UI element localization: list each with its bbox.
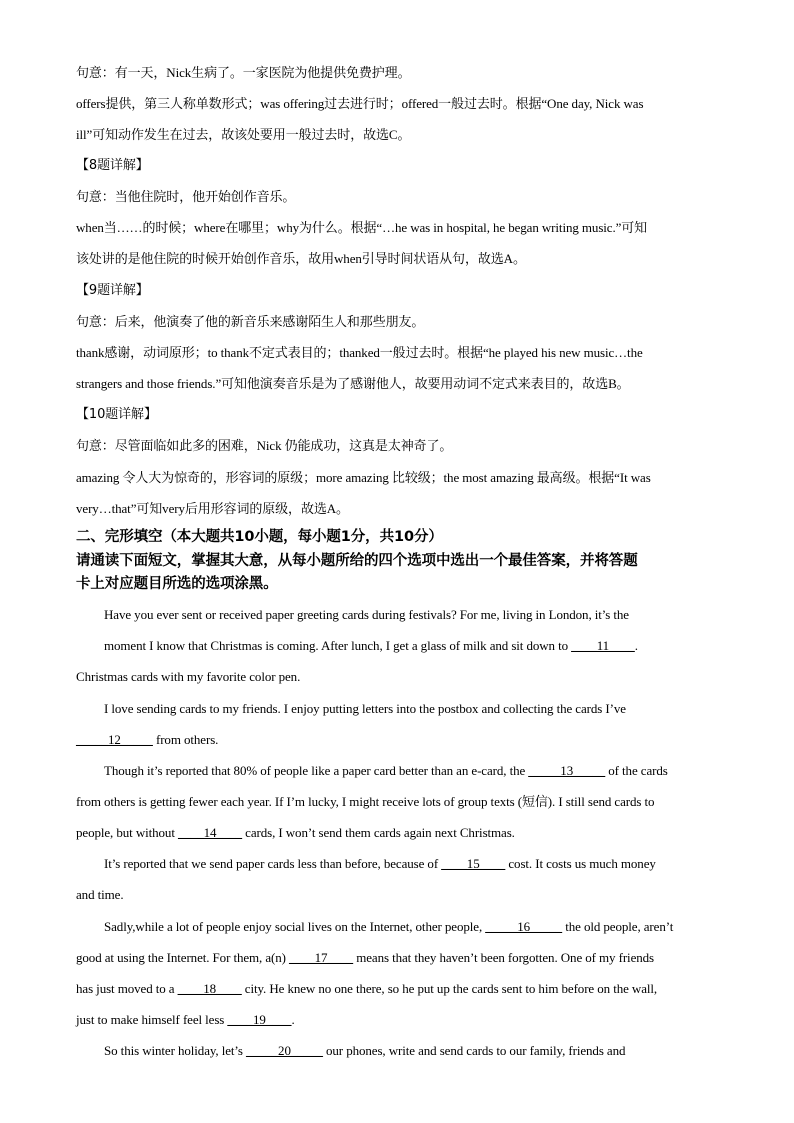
blank-18[interactable]: ____18____ <box>177 981 242 996</box>
passage-text: from others. <box>152 732 219 747</box>
analysis-q8-line1: when当……的时候；where在哪里；why为什么。根据“…he was in hospital, he began writing music.”可知 <box>76 220 648 235</box>
heading-q10: 【10题详解】 <box>76 407 157 422</box>
translation-q7: 句意：有一天，Nick生病了。一家医院为他提供免费护理。 <box>76 65 411 80</box>
passage-p5-line2 <box>76 948 654 968</box>
heading-q9: 【9题详解】 <box>76 283 149 298</box>
passage-text: Sadly,while a lot of people enjoy social lives on the Internet, other people, <box>104 919 486 934</box>
passage-text: city. He knew no one there, so he put up the cards sent to him before on the wall, <box>241 981 658 996</box>
heading-q8: 【8题详解】 <box>76 158 149 173</box>
passage-text: Though it’s reported that 80% of people like a paper card better than an e-card, the <box>104 763 529 778</box>
instructions-line1: 请通读下面短文，掌握其大意，从每小题所给的四个选项中选出一个最佳答案，并将答题 <box>76 553 638 569</box>
passage-text: It’s reported that we send paper cards less than before, because of <box>104 856 442 871</box>
passage-text: moment I know that Christmas is coming. After lunch, I get a glass of milk and sit down to <box>104 638 572 653</box>
analysis-q10-line2: very…that”可知very后用形容词的原级，故选A。 <box>76 501 349 516</box>
passage-text: has just moved to a <box>76 981 178 996</box>
passage-text: people, but without <box>76 825 178 840</box>
passage-p2-line2 <box>76 730 218 750</box>
passage-text: . <box>634 638 638 653</box>
passage-text: just to make himself feel less <box>76 1012 228 1027</box>
passage-p2-line1: I love sending cards to my friends. I enjoy putting letters into the postbox and collecting the cards I’ve <box>104 701 626 716</box>
passage-text: So this winter holiday, let’s <box>104 1043 247 1058</box>
passage-p5-line1 <box>104 917 673 937</box>
blank-19[interactable]: ____19____ <box>227 1012 292 1027</box>
analysis-q10-line1: amazing 令人大为惊奇的，形容词的原级；more amazing 比较级；the most amazing 最高级。根据“It was <box>76 470 651 485</box>
passage-text: the old people, aren’t <box>562 919 674 934</box>
passage-text: cost. It costs us much money <box>505 856 656 871</box>
translation-q10: 句意：尽管面临如此多的困难，Nick 仍能成功，这真是太神奇了。 <box>76 438 453 453</box>
blank-16[interactable]: _____16_____ <box>485 919 563 934</box>
analysis-q9-line2: strangers and those friends.”可知他演奏音乐是为了感谢他人，故要用动词不定式来表目的，故选B。 <box>76 376 630 391</box>
passage-p3-line2: from others is getting fewer each year. If I’m lucky, I might receive lots of group texts (短信). I still send cards to <box>76 794 655 809</box>
passage-text: . <box>291 1012 295 1027</box>
passage-p1-line2 <box>104 636 638 656</box>
blank-17[interactable]: ____17____ <box>289 950 354 965</box>
blank-12[interactable]: _____12_____ <box>76 732 153 747</box>
passage-p5-line4 <box>76 1010 295 1030</box>
passage-p1-line1: Have you ever sent or received paper greeting cards during festivals? For me, living in London, it’s the <box>104 607 629 622</box>
passage-p4-line2: and time. <box>76 887 124 902</box>
passage-text: good at using the Internet. For them, a(n) <box>76 950 290 965</box>
passage-p5-line3 <box>76 979 657 999</box>
blank-15[interactable]: ____15____ <box>441 856 506 871</box>
translation-q8: 句意：当他住院时，他开始创作音乐。 <box>76 189 296 204</box>
translation-q9: 句意：后来，他演奏了他的新音乐来感谢陌生人和那些朋友。 <box>76 314 425 329</box>
blank-14[interactable]: ____14____ <box>178 825 243 840</box>
passage-p4-line1 <box>104 854 656 874</box>
section-title-cloze: 二、完形填空（本大题共10小题，每小题1分，共10分） <box>76 529 443 545</box>
analysis-q7-line1: offers提供，第三人称单数形式；was offering过去进行时；offered一般过去时。根据“One day, Nick was <box>76 96 644 111</box>
blank-13[interactable]: _____13_____ <box>528 763 606 778</box>
blank-11[interactable]: ____11____ <box>571 638 635 653</box>
analysis-q9-line1: thank感谢，动词原形；to thank不定式表目的；thanked一般过去时。根据“he played his new music…the <box>76 345 643 360</box>
passage-text: means that they haven’t been forgotten. One of my friends <box>353 950 655 965</box>
passage-text: cards, I won’t send them cards again next Christmas. <box>242 825 515 840</box>
passage-p6-line1 <box>104 1041 625 1061</box>
passage-p3-line1 <box>104 761 668 781</box>
passage-p3-line3 <box>76 823 515 843</box>
passage-p1-line3: Christmas cards with my favorite color pen. <box>76 669 301 684</box>
analysis-q7-line2: ill”可知动作发生在过去，故该处要用一般过去时，故选C。 <box>76 127 411 142</box>
blank-20[interactable]: _____20_____ <box>246 1043 323 1058</box>
passage-text: of the cards <box>605 763 668 778</box>
analysis-q8-line2: 该处讲的是他住院的时候开始创作音乐，故用when引导时间状语从句，故选A。 <box>76 251 526 266</box>
instructions-line2: 卡上对应题目所选的选项涂黑。 <box>76 576 278 592</box>
passage-text: our phones, write and send cards to our family, friends and <box>322 1043 626 1058</box>
